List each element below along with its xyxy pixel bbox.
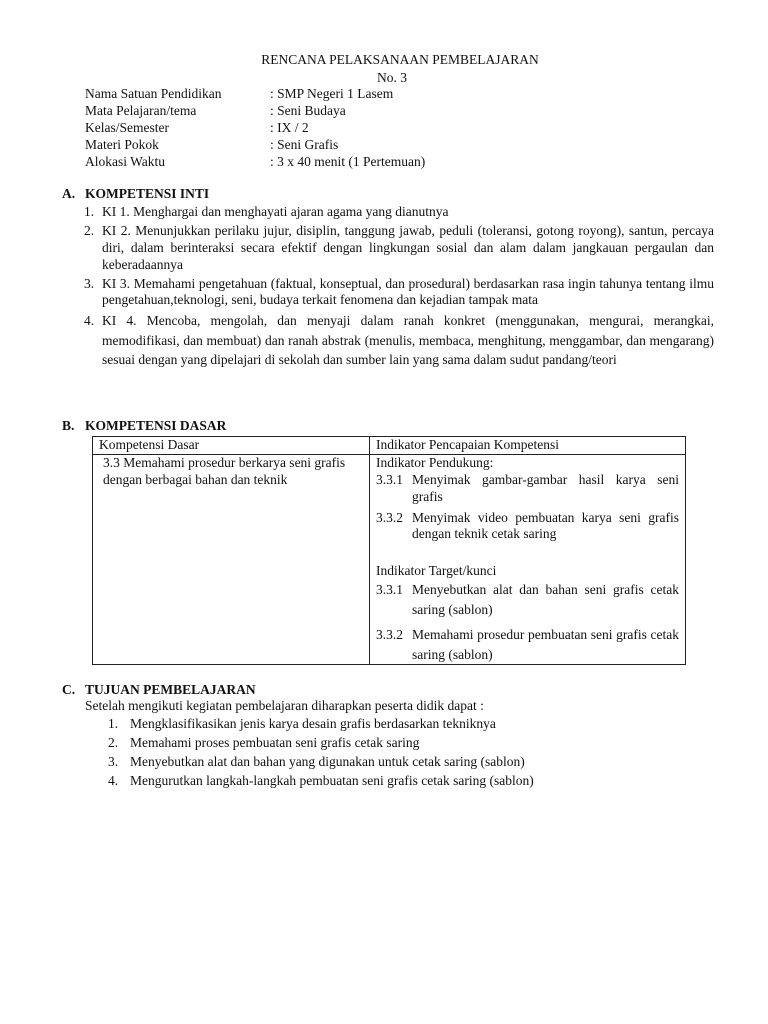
indicator-item (376, 510, 679, 544)
ki-number: 2. (84, 222, 95, 238)
indicator-number: 3.3.1 (376, 471, 403, 487)
list-text: Menyebutkan alat dan bahan yang digunakan untuk cetak saring (sablon) (130, 754, 525, 769)
list-text: Mengurutkan langkah-langkah pembuatan seni grafis cetak saring (sablon) (130, 773, 534, 788)
info-row (85, 137, 425, 154)
kd-table (92, 436, 686, 665)
section-a-heading (62, 186, 209, 203)
ki-number: 1. (84, 204, 95, 219)
indicator-item (376, 472, 679, 506)
info-label: Mata Pelajaran/tema (85, 103, 197, 118)
list-number: 3. (108, 754, 119, 769)
info-value: : IX / 2 (270, 120, 309, 135)
indicator-number: 3.3.1 (376, 582, 403, 598)
section-letter: A. (62, 186, 76, 201)
info-row (85, 86, 425, 103)
ki-item (84, 276, 714, 310)
ki-number: 4. (84, 313, 95, 329)
list-text: Mengklasifikasikan jenis karya desain grafis berdasarkan tekniknya (130, 716, 496, 731)
list-text: Memahami proses pembuatan seni grafis cetak saring (130, 735, 420, 750)
list-item (108, 716, 534, 735)
section-title: TUJUAN PEMBELAJARAN (85, 682, 256, 697)
kd-text: 3.3 Memahami prosedur berkarya seni grafis dengan berbagai bahan dan teknik (103, 454, 346, 487)
indicator-item (376, 625, 679, 664)
info-label: Kelas/Semester (85, 120, 169, 135)
list-number: 2. (108, 735, 119, 750)
doc-number: No. 3 (377, 70, 407, 85)
ki-list (84, 204, 714, 370)
table-header-cell: Kompetensi Dasar (93, 437, 370, 455)
info-label: Nama Satuan Pendidikan (85, 86, 222, 101)
section-letter: C. (62, 682, 76, 697)
table-row (93, 454, 686, 665)
target-title: Indikator Target/kunci (376, 563, 497, 579)
section-title: KOMPETENSI INTI (85, 186, 210, 201)
table-header-cell: Indikator Pencapaian Kompetensi (370, 437, 686, 455)
info-label: Materi Pokok (85, 137, 159, 152)
section-letter: B. (62, 418, 75, 433)
indicator-text: Menyimak gambar-gambar hasil karya seni grafis (412, 471, 679, 504)
list-number: 4. (108, 773, 119, 788)
list-item (108, 754, 534, 773)
info-label: Alokasi Waktu (85, 154, 166, 169)
info-value: : SMP Negeri 1 Lasem (270, 86, 394, 101)
indicator-text: Menyimak video pembuatan karya seni grafis dengan teknik cetak saring (412, 509, 679, 542)
table-header-row (93, 437, 686, 455)
tujuan-intro: Setelah mengikuti kegiatan pembelajaran diharapkan peserta didik dapat : (85, 698, 484, 713)
info-value: : Seni Grafis (270, 137, 339, 152)
info-value: : 3 x 40 menit (1 Pertemuan) (270, 154, 426, 169)
ki-text: KI 2. Menunjukkan perilaku jujur, disiplin, tanggung jawab, peduli (toleransi, gotong royong), santun, percaya diri, dalam berinteraksi secara efektif dengan lingkungan sosial dan alam dalam jangkauan pergaulan dan keberadaannya (102, 222, 714, 272)
ki-number: 3. (84, 275, 95, 291)
info-row (85, 103, 425, 120)
list-number: 1. (108, 716, 119, 731)
ki-text: KI 3. Memahami pengetahuan (faktual, konseptual, dan prosedural) berdasarkan rasa ingin tahunya tentang ilmu pengetahuan,teknologi, seni, budaya terkait fenomena dan kejadian tampak mata (102, 275, 714, 308)
list-item (108, 735, 534, 754)
kd-cell (93, 454, 370, 665)
section-b-heading (62, 418, 226, 435)
ki-text: KI 1. Menghargai dan menghayati ajaran agama yang dianutnya (102, 204, 449, 219)
indicator-number: 3.3.2 (376, 627, 403, 643)
section-title: KOMPETENSI DASAR (85, 418, 227, 433)
doc-title: RENCANA PELAKSANAAN PEMBELAJARAN (261, 52, 539, 67)
indicator-text: Memahami prosedur pembuatan seni grafis cetak saring (sablon) (412, 627, 679, 662)
section-c-heading (62, 682, 256, 699)
tujuan-list (108, 716, 534, 792)
indicator-cell (370, 454, 686, 665)
ki-item (84, 311, 714, 370)
info-value: : Seni Budaya (270, 103, 346, 118)
ki-item (84, 204, 714, 221)
indicator-item (376, 580, 679, 619)
info-row (85, 120, 425, 137)
supporting-title: Indikator Pendukung: (376, 454, 494, 470)
indicator-text: Menyebutkan alat dan bahan seni grafis cetak saring (sablon) (412, 582, 679, 617)
list-item (108, 773, 534, 792)
identity-block (85, 86, 425, 171)
info-row (85, 154, 425, 171)
indicator-number: 3.3.2 (376, 509, 403, 525)
ki-text: KI 4. Mencoba, mengolah, dan menyaji dalam ranah konkret (menggunakan, mengurai, merangkai, memodifikasi, dan membuat) dan ranah abstrak (menulis, membaca, menghitung, menggambar, dan mengarang) sesuai dengan yang dipelajari di sekolah dan sumber lain yang sama dalam sudut pandang/teori (102, 313, 714, 368)
ki-item (84, 223, 714, 274)
